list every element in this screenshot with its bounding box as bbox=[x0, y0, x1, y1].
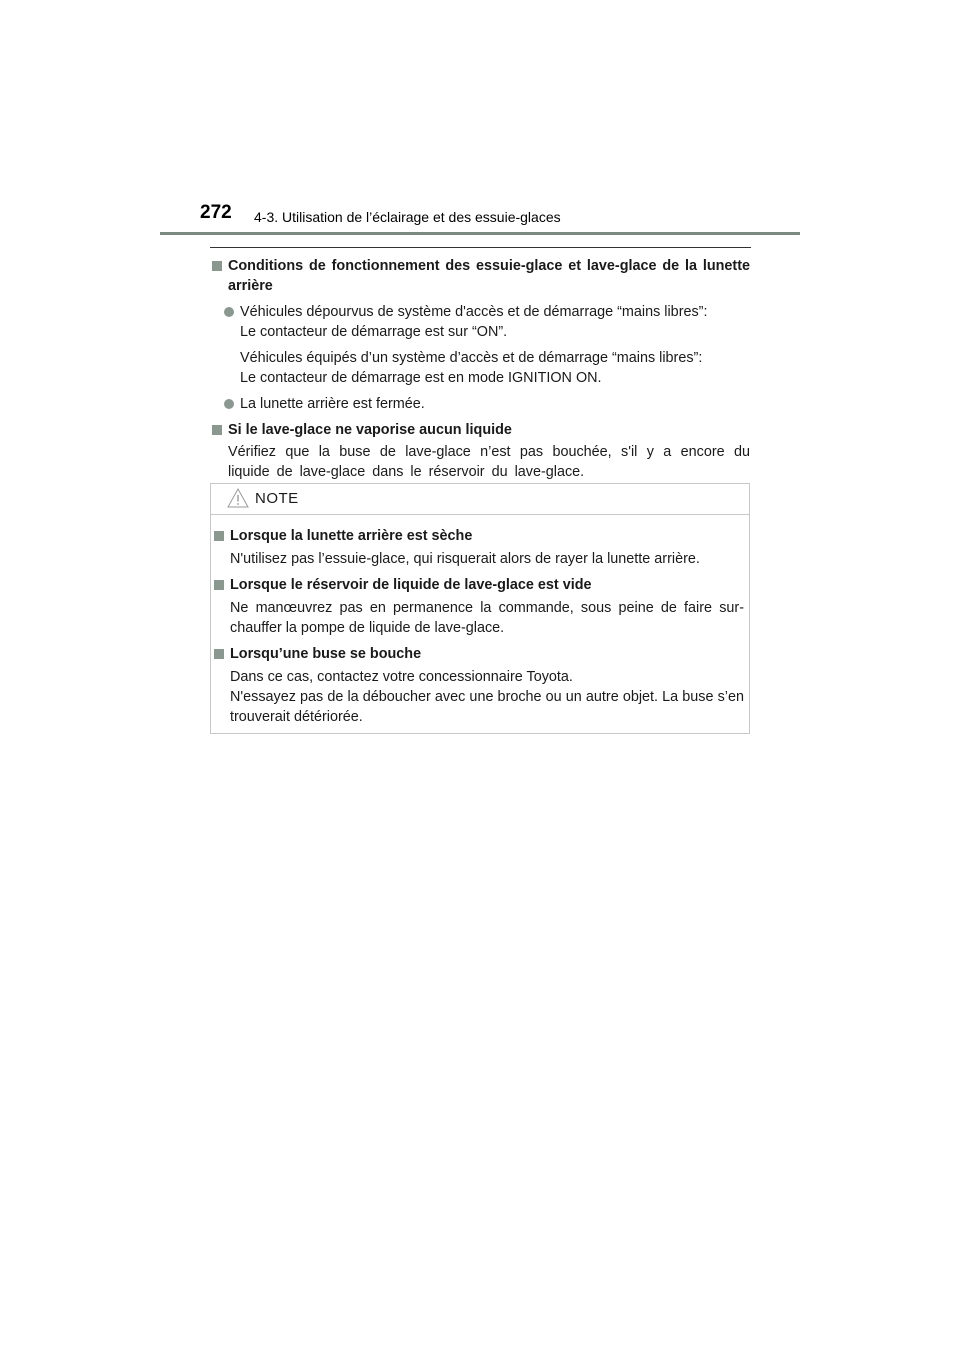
note-header bbox=[211, 484, 749, 515]
note-item-1-line1: N'utilisez pas l’essuie-glace, qui risquerait alors de rayer la lunette arrière. bbox=[230, 551, 700, 567]
note-item-2-body bbox=[230, 598, 744, 638]
square-bullet-icon bbox=[214, 531, 224, 541]
square-bullet-icon bbox=[214, 649, 224, 659]
note-item-2-heading bbox=[214, 575, 744, 595]
bullet1-line2: Le contacteur de démarrage est sur “ON”. bbox=[240, 324, 508, 340]
note-label: NOTE bbox=[255, 490, 299, 507]
note-item-1-body bbox=[230, 549, 744, 569]
no-liquid-heading bbox=[212, 420, 750, 440]
main-content bbox=[212, 256, 750, 482]
page-number: 272 bbox=[200, 202, 232, 223]
round-bullet-icon bbox=[224, 399, 234, 409]
note-content bbox=[214, 526, 744, 733]
note-item-1-heading-text: Lorsque la lunette arrière est sèche bbox=[230, 528, 473, 544]
section-title: 4-3. Utilisation de l’éclairage et des essuie-glaces bbox=[254, 209, 561, 225]
conditions-bullet-1 bbox=[224, 302, 750, 342]
conditions-heading bbox=[212, 256, 750, 296]
round-bullet-icon bbox=[224, 307, 234, 317]
square-bullet-icon bbox=[214, 580, 224, 590]
note-item-3-line2: N'essayez pas de la déboucher avec une broche ou un autre objet. La buse s’en trouverait détériorée. bbox=[230, 689, 744, 725]
note-item-3-body bbox=[230, 667, 744, 727]
bullet1-line1: Véhicules dépourvus de système d'accès et de démarrage “mains libres”: bbox=[240, 304, 708, 320]
conditions-para-2 bbox=[240, 348, 750, 388]
para2-line1: Véhicules équipés d’un système d’accès et de démarrage “mains libres”: bbox=[240, 350, 703, 366]
para2-line2: Le contacteur de démarrage est en mode IGNITION ON. bbox=[240, 370, 602, 386]
bullet2-text: La lunette arrière est fermée. bbox=[240, 396, 425, 412]
note-box bbox=[210, 483, 750, 734]
note-item-3-line1: Dans ce cas, contactez votre concessionnaire Toyota. bbox=[230, 669, 573, 685]
header-rule bbox=[160, 232, 800, 235]
square-bullet-icon bbox=[212, 261, 222, 271]
conditions-bullet-2 bbox=[224, 394, 750, 414]
no-liquid-heading-text: Si le lave-glace ne vaporise aucun liquide bbox=[228, 422, 512, 438]
no-liquid-body: Vérifiez que la buse de lave-glace n’est pas bouchée, s'il y a encore du liquide de lave-glace dans le réservoir du lave-glace. bbox=[228, 444, 750, 480]
square-bullet-icon bbox=[212, 425, 222, 435]
note-item-1-heading bbox=[214, 526, 744, 546]
conditions-heading-text: Conditions de fonctionnement des essuie-glace et lave-glace de la lunette arrière bbox=[228, 258, 750, 294]
note-item-3-heading bbox=[214, 644, 744, 664]
note-item-3-heading-text: Lorsqu’une buse se bouche bbox=[230, 646, 422, 662]
content-top-rule bbox=[210, 247, 751, 248]
warning-triangle-icon bbox=[227, 487, 249, 514]
note-item-2-heading-text: Lorsque le réservoir de liquide de lave-glace est vide bbox=[230, 577, 592, 593]
note-item-2-line1: Ne manœuvrez pas en permanence la commande, sous peine de faire sur-chauffer la pompe de liquide de lave-glace. bbox=[230, 600, 744, 636]
